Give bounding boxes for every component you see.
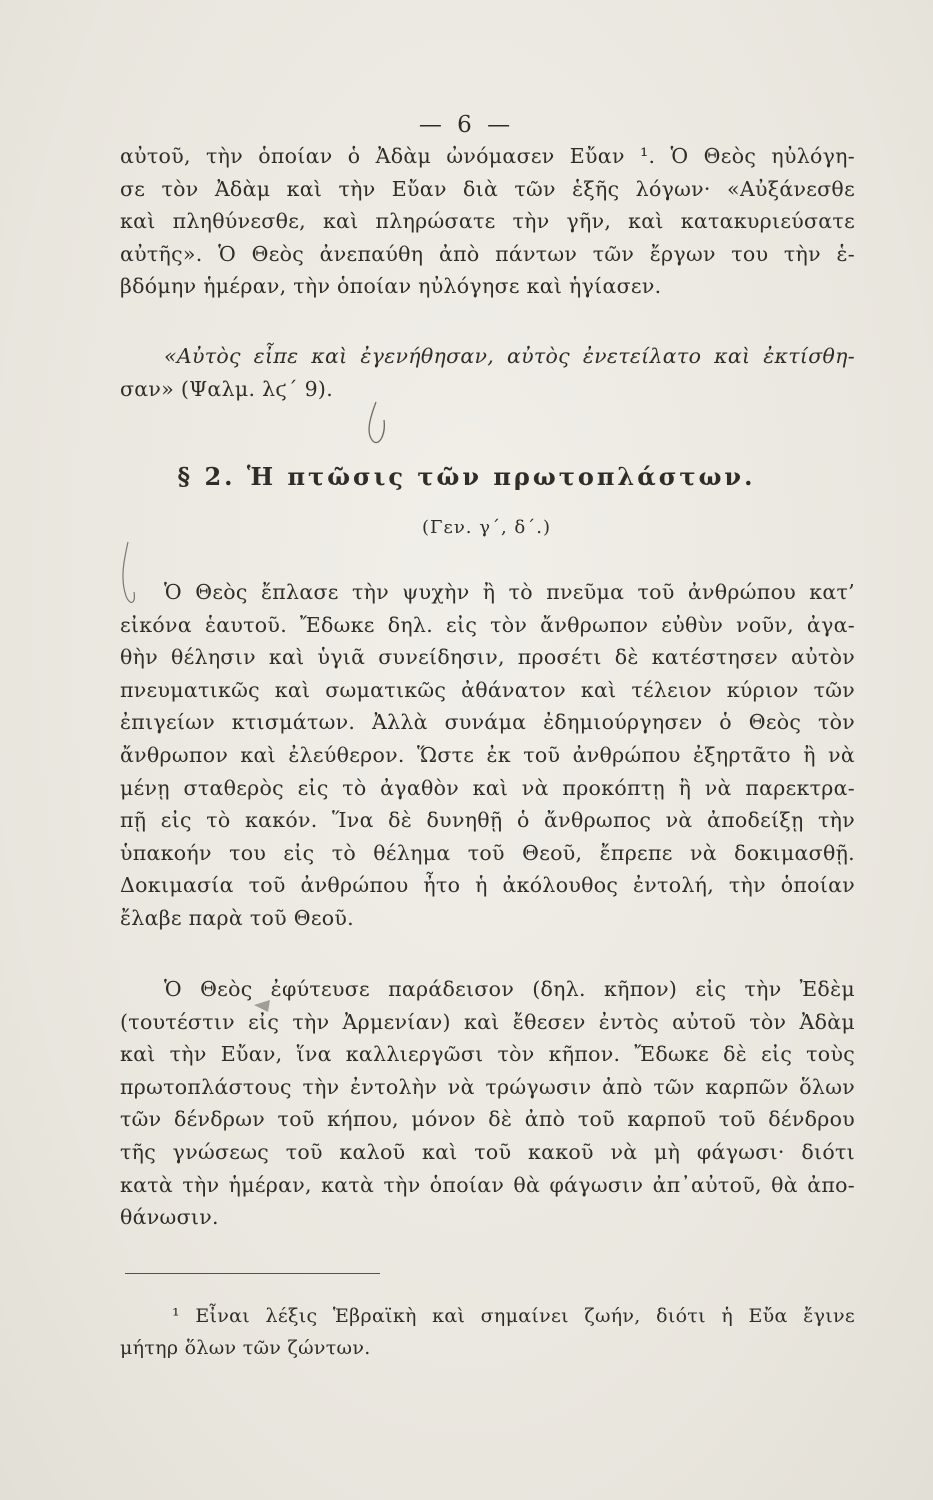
text-line: εἰκόνα ἑαυτοῦ. Ἔδωκε δηλ. εἰς τὸν ἄνθρωπον εὐθὺν νοῦν, ἀγα- [120, 612, 855, 637]
page-number: — 6 — [418, 112, 515, 138]
text-line: πρωτοπλάστους τὴν ἐντολὴν νὰ τρώγωσιν ἀπὸ τῶν καρπῶν ὅλων [120, 1074, 855, 1099]
text-line: θάνωσιν. [120, 1205, 219, 1230]
footnote-line: μήτηρ ὅλων τῶν ζώντων. [120, 1337, 371, 1359]
text-line: τῶν δένδρων τοῦ κήπου, μόνον δὲ ἀπὸ τοῦ καρποῦ τοῦ δένδρου [120, 1107, 855, 1132]
footnote-rule [125, 1273, 380, 1274]
footnote-line: ¹ Εἶναι λέξις Ἑβραϊκὴ καὶ σημαίνει ζωήν, διότι ἡ Εὔα ἔγινε [172, 1305, 855, 1327]
text-line: κατὰ τὴν ἡμέραν, κατὰ τὴν ὁποίαν θὰ φάγωσιν ἀπ᾽αὐτοῦ, θὰ ἀπο- [120, 1172, 855, 1197]
text-line: αὐτῆς». Ὁ Θεὸς ἀνεπαύθη ἀπὸ πάντων τῶν ἔργων του τὴν ἑ- [120, 241, 855, 266]
text-line: «Αὐτὸς εἶπε καὶ ἐγενήθησαν, αὐτὸς ἐνετείλατο καὶ ἐκτίσθη- [164, 344, 855, 368]
text-line: σε τὸν Ἀδὰμ καὶ τὴν Εὔαν διὰ τῶν ἑξῆς λόγων· «Αὐξάνεσθε [120, 176, 855, 201]
text-line: καὶ πληθύνεσθε, καὶ πληρώσατε τὴν γῆν, καὶ κατακυριεύσατε [120, 209, 855, 234]
text-line: ὑπακοήν του εἰς τὸ θέλημα τοῦ Θεοῦ, ἔπρεπε νὰ δοκιμασθῇ. [120, 840, 855, 865]
text-line: πνευματικῶς καὶ σωματικῶς ἀθάνατον καὶ τέλειον κύριον τῶν [120, 677, 855, 702]
text-line: ἄνθρωπον καὶ ἐλεύθερον. Ὥστε ἐκ τοῦ ἀνθρώπου ἐξηρτᾶτο ἢ νὰ [120, 742, 855, 767]
text-line: Ὁ Θεὸς ἔπλασε τὴν ψυχὴν ἢ τὸ πνεῦμα τοῦ ἀνθρώπου κατ’ [164, 580, 855, 604]
text-line: ἔλαβε παρὰ τοῦ Θεοῦ. [120, 905, 354, 930]
text-line: μένῃ σταθερὸς εἰς τὸ ἀγαθὸν καὶ νὰ προκόπτῃ ἢ νὰ παρεκτρα- [120, 775, 855, 800]
text-line: θὴν θέλησιν καὶ ὑγιᾶ συνείδησιν, προσέτι δὲ κατέστησεν αὐτὸν [120, 645, 855, 670]
footnote [120, 1300, 855, 1364]
text-line: σαν» (Ψαλμ. λϛ΄ 9). [120, 376, 334, 401]
text-line: τῆς γνώσεως τοῦ καλοῦ καὶ τοῦ κακοῦ νὰ μὴ φάγωσι· διότι [120, 1139, 855, 1164]
text-line: αὐτοῦ, τὴν ὁποίαν ὁ Ἀδὰμ ὠνόμασεν Εὔαν ¹. Ὁ Θεὸς ηὐλόγη- [120, 144, 855, 168]
text-line: (τουτέστιν εἰς τὴν Ἀρμενίαν) καὶ ἔθεσεν ἐντὸς αὐτοῦ τὸν Ἀδὰμ [120, 1009, 855, 1034]
text-line: ἐπιγείων κτισμάτων. Ἀλλὰ συνάμα ἐδημιούργησεν ὁ Θεὸς τὸν [120, 710, 855, 735]
pencil-check-mark [369, 402, 384, 443]
paragraph-3 [120, 576, 855, 935]
text-line: Ὁ Θεὸς ἐφύτευσε παράδεισον (δηλ. κῆπον) εἰς τὴν Ἐδὲμ [164, 977, 855, 1001]
text-line: πῇ εἰς τὸ κακόν. Ἵνα δὲ δυνηθῇ ὁ ἄνθρωπος νὰ ἀποδείξῃ τὴν [120, 808, 855, 833]
text-line: βδόμην ἡμέραν, τὴν ὁποίαν ηὐλόγησε καὶ ἡγίασεν. [120, 274, 662, 299]
text-line: καὶ τὴν Εὔαν, ἵνα καλλιεργῶσι τὸν κῆπον. Ἔδωκε δὲ εἰς τοὺς [120, 1042, 855, 1067]
section-heading: § 2. Ἡ πτῶσις τῶν πρωτοπλάστων. [177, 462, 756, 491]
text-line: Δοκιμασία τοῦ ἀνθρώπου ἦτο ἡ ἀκόλουθος ἐντολή, τὴν ὁποίαν [120, 873, 855, 898]
section-reference: (Γεν. γ΄, δ΄.) [421, 517, 551, 538]
paragraph-4 [120, 973, 855, 1234]
